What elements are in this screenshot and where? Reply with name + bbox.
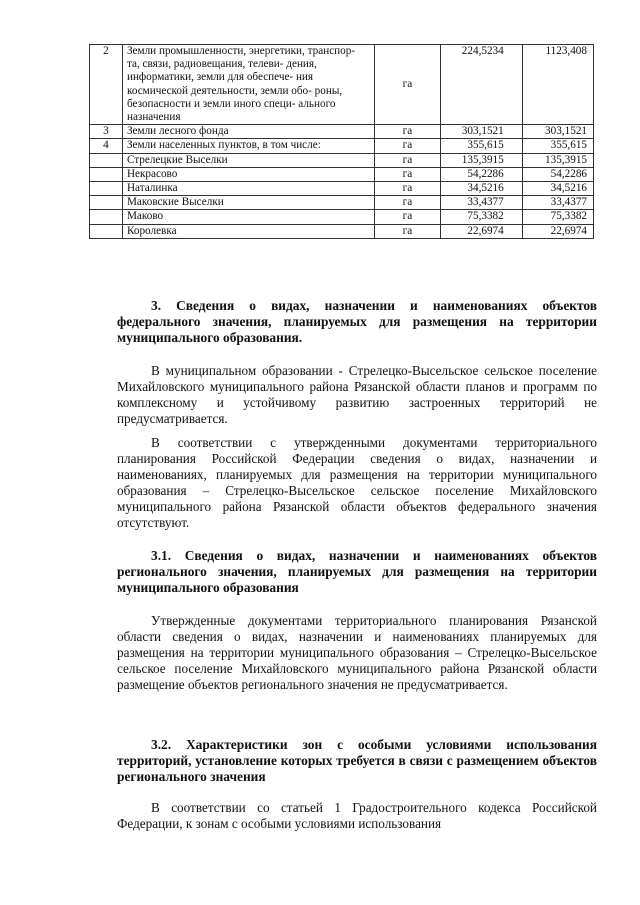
area-value-1-cell: 33,4377 bbox=[440, 196, 522, 210]
area-value-2-cell: 54,2286 bbox=[522, 167, 593, 181]
land-name-cell: Земли лесного фонда bbox=[122, 125, 374, 139]
area-value-1-cell: 303,1521 bbox=[440, 125, 522, 139]
land-name-cell: Наталинка bbox=[122, 182, 374, 196]
table-row bbox=[90, 45, 594, 125]
unit-cell: га bbox=[374, 45, 440, 125]
section-3-heading-text: 3. Сведения о видах, назначении и наименованиях объектов федерального значения, планируемых для размещения на территории муниципального образования. bbox=[117, 298, 597, 345]
area-value-1-cell: 224,5234 bbox=[440, 45, 522, 125]
table-row bbox=[90, 153, 594, 167]
area-value-2-cell: 1123,408 bbox=[522, 45, 593, 125]
section-3-heading bbox=[117, 298, 597, 346]
area-value-2-cell: 34,5216 bbox=[522, 182, 593, 196]
land-name-cell: Некрасово bbox=[122, 167, 374, 181]
section-3-2-paragraph: В соответствии со статьей 1 Градостроительного кодекса Российской Федерации, к зонам с особыми условиями использования bbox=[117, 800, 597, 831]
area-value-2-cell: 355,615 bbox=[522, 139, 593, 153]
unit-cell: га bbox=[374, 210, 440, 224]
section-3-1-heading bbox=[117, 548, 597, 596]
area-value-1-cell: 75,3382 bbox=[440, 210, 522, 224]
area-value-2-cell: 33,4377 bbox=[522, 196, 593, 210]
table-row bbox=[90, 167, 594, 181]
unit-cell: га bbox=[374, 153, 440, 167]
area-value-2-cell: 22,6974 bbox=[522, 224, 593, 238]
land-name-cell: Земли промышленности, энергетики, транспор- та, связи, радиовещания, телеви- дения, информатики, земли для обеспече- ния космической деятельности, земли обо- роны, безопасности и земли иного специ- ального назначения bbox=[122, 45, 374, 125]
row-number-cell bbox=[90, 210, 123, 224]
area-value-1-cell: 135,3915 bbox=[440, 153, 522, 167]
section-3-paragraph-1: В муниципальном образовании - Стрелецко-Высельское сельское поселение Михайловского муниципального района Рязанской области планов и программ по комплексному и устойчивому развитию застроенных территорий не предусматривается. bbox=[117, 363, 597, 426]
unit-cell: га bbox=[374, 224, 440, 238]
table-row bbox=[90, 196, 594, 210]
section-3-1-heading-text: 3.1. Сведения о видах, назначении и наименованиях объектов регионального значения, планируемых для размещения на территории муниципального образования bbox=[117, 548, 597, 595]
area-value-1-cell: 54,2286 bbox=[440, 167, 522, 181]
land-name-cell: Маковские Выселки bbox=[122, 196, 374, 210]
area-value-1-cell: 355,615 bbox=[440, 139, 522, 153]
table-row bbox=[90, 210, 594, 224]
unit-cell: га bbox=[374, 139, 440, 153]
land-categories-table bbox=[89, 44, 594, 239]
unit-cell: га bbox=[374, 125, 440, 139]
area-value-1-cell: 34,5216 bbox=[440, 182, 522, 196]
row-number-cell: 2 bbox=[90, 45, 123, 125]
row-number-cell bbox=[90, 224, 123, 238]
section-3-2-heading-text: 3.2. Характеристики зон с особыми условиями использования территорий, установление которых требуется в связи с размещением объектов регионального значения bbox=[117, 737, 597, 784]
section-3-paragraph-2: В соответствии с утвержденными документами территориального планирования Российской Федерации сведения о видах, назначении и наименованиях, планируемых для размещения на территории муниципального образования – Стрелецко-Высельское сельское поселение Михайловского муниципального района Рязанской области объектов федерального значения отсутствуют. bbox=[117, 435, 597, 530]
table-row bbox=[90, 139, 594, 153]
table-row bbox=[90, 125, 594, 139]
table-row bbox=[90, 224, 594, 238]
unit-cell: га bbox=[374, 196, 440, 210]
row-number-cell bbox=[90, 153, 123, 167]
section-3-2-heading bbox=[117, 737, 597, 785]
row-number-cell bbox=[90, 182, 123, 196]
land-name-cell: Королевка bbox=[122, 224, 374, 238]
row-number-cell: 4 bbox=[90, 139, 123, 153]
section-3-1-paragraph: Утвержденные документами территориального планирования Рязанской области сведения о видах, назначении и наименованиях планируемых для размещения на территории муниципального образования – Стрелецко-Высельское сельское поселение Михайловского муниципального района Рязанской области размещение объектов регионального значения не предусматривается. bbox=[117, 613, 597, 692]
land-table-body bbox=[90, 45, 594, 239]
row-number-cell: 3 bbox=[90, 125, 123, 139]
area-value-1-cell: 22,6974 bbox=[440, 224, 522, 238]
area-value-2-cell: 75,3382 bbox=[522, 210, 593, 224]
land-name-cell: Земли населенных пунктов, в том числе: bbox=[122, 139, 374, 153]
unit-cell: га bbox=[374, 182, 440, 196]
area-value-2-cell: 135,3915 bbox=[522, 153, 593, 167]
area-value-2-cell: 303,1521 bbox=[522, 125, 593, 139]
row-number-cell bbox=[90, 196, 123, 210]
unit-cell: га bbox=[374, 167, 440, 181]
table-row bbox=[90, 182, 594, 196]
land-name-cell: Маково bbox=[122, 210, 374, 224]
row-number-cell bbox=[90, 167, 123, 181]
land-name-cell: Стрелецкие Выселки bbox=[122, 153, 374, 167]
